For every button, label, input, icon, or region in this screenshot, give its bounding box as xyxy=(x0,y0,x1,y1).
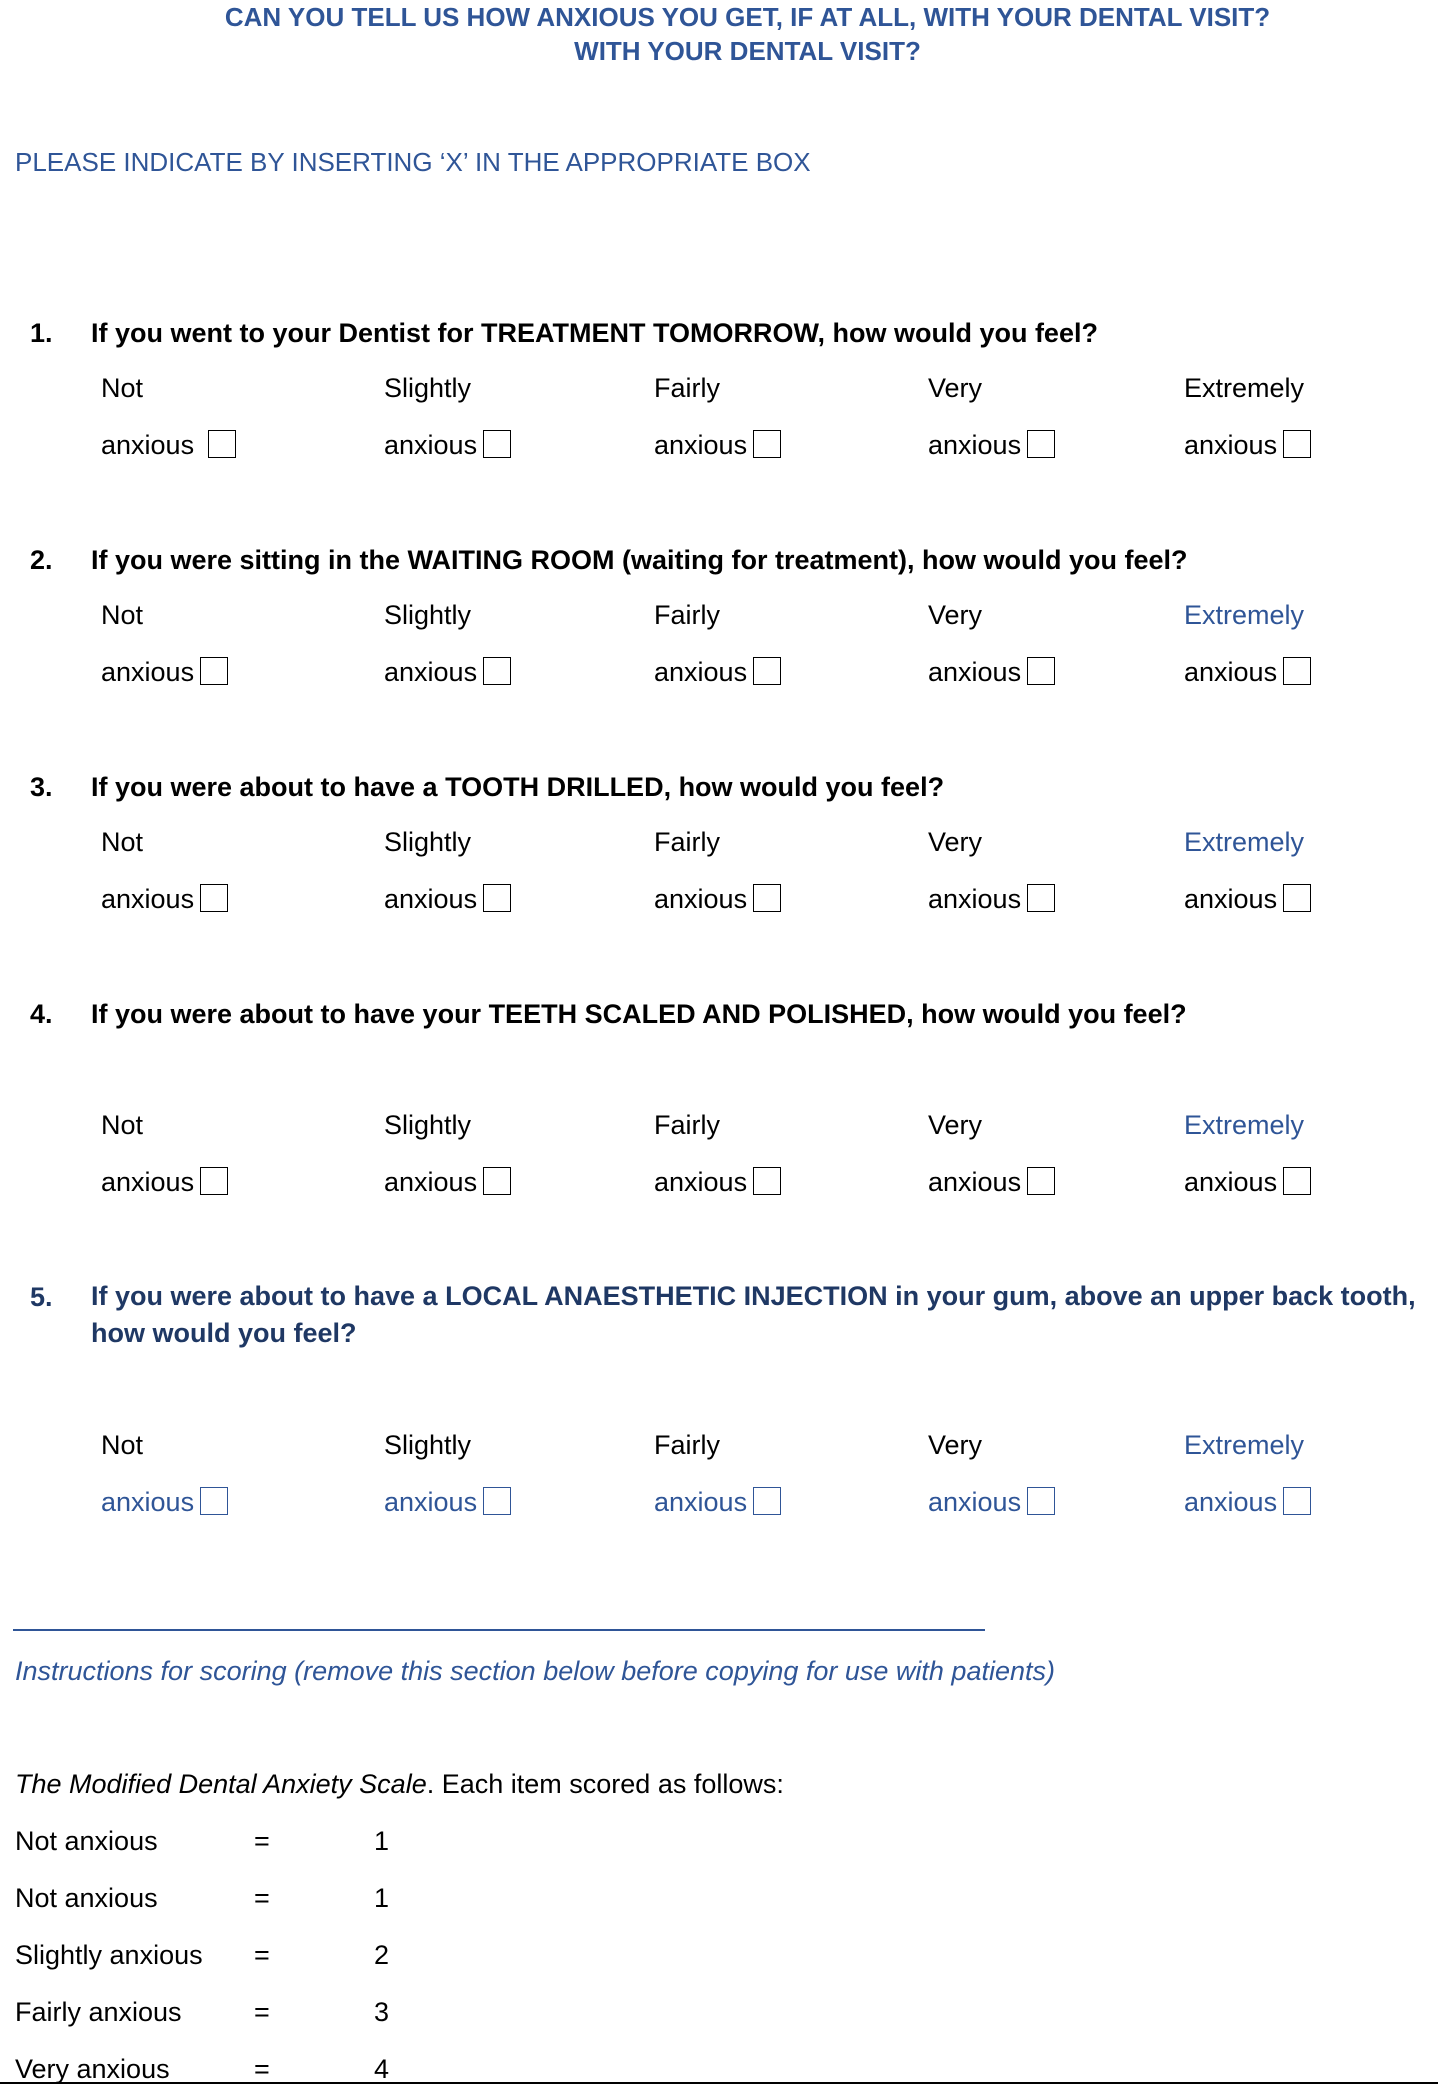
option-label-bottom: anxious xyxy=(384,1487,478,1517)
answer-checkbox[interactable] xyxy=(753,657,781,685)
option-label-bottom: anxious xyxy=(101,884,195,914)
question-text: If you were about to have a TOOTH DRILLED, how would you feel? xyxy=(91,772,945,802)
option-anxious[interactable] xyxy=(1184,657,1311,688)
answer-checkbox[interactable] xyxy=(200,1487,228,1515)
option-label-bottom: anxious xyxy=(1184,1167,1278,1197)
option-anxious[interactable] xyxy=(928,1167,1055,1198)
option-label-bottom: anxious xyxy=(384,430,478,460)
option-label-top: Slightly xyxy=(384,1430,472,1460)
option-label-top: Fairly xyxy=(654,600,720,630)
option-label-bottom: anxious xyxy=(654,1167,748,1197)
option-label-top: Very xyxy=(928,1110,983,1140)
score-label: Not anxious xyxy=(15,1826,158,1856)
answer-checkbox[interactable] xyxy=(753,884,781,912)
scale-description xyxy=(15,1769,784,1800)
option-label-bottom: anxious xyxy=(928,1487,1022,1517)
option-anxious[interactable] xyxy=(101,657,228,688)
score-value: 2 xyxy=(374,1940,390,1970)
option-anxious[interactable] xyxy=(384,1167,511,1198)
option-label-bottom: anxious xyxy=(654,430,748,460)
option-label-top: Extremely xyxy=(1184,373,1305,403)
option-label-top: Fairly xyxy=(654,373,720,403)
option-anxious[interactable] xyxy=(101,430,236,461)
question-text: If you went to your Dentist for TREATMENT TOMORROW, how would you feel? xyxy=(91,318,1098,348)
score-value: 1 xyxy=(374,1826,390,1856)
question-number: 3. xyxy=(30,772,53,802)
option-anxious[interactable] xyxy=(1184,1487,1311,1518)
question-number: 5. xyxy=(30,1282,53,1312)
option-anxious[interactable] xyxy=(1184,1167,1311,1198)
option-anxious[interactable] xyxy=(384,430,511,461)
option-label-top: Not xyxy=(101,1430,144,1460)
option-label-bottom: anxious xyxy=(654,657,748,687)
question-text: If you were about to have a LOCAL ANAESTHETIC INJECTION in your gum, above an upper back tooth, how would you feel? xyxy=(91,1281,1416,1348)
answer-checkbox[interactable] xyxy=(1027,1487,1055,1515)
option-label-bottom: anxious xyxy=(654,1487,748,1517)
option-anxious[interactable] xyxy=(101,1487,228,1518)
score-label: Fairly anxious xyxy=(15,1997,182,2027)
score-label: Not anxious xyxy=(15,1883,158,1913)
option-label-bottom: anxious xyxy=(384,884,478,914)
option-anxious[interactable] xyxy=(928,884,1055,915)
answer-checkbox[interactable] xyxy=(1027,884,1055,912)
answer-checkbox[interactable] xyxy=(753,430,781,458)
option-label-bottom: anxious xyxy=(101,1487,195,1517)
page-title-line2: WITH YOUR DENTAL VISIT? xyxy=(574,36,921,66)
answer-checkbox[interactable] xyxy=(1027,657,1055,685)
option-label-top: Very xyxy=(928,373,983,403)
section-divider xyxy=(13,1629,985,1631)
option-label-bottom: anxious xyxy=(384,1167,478,1197)
option-label-bottom: anxious xyxy=(101,430,195,460)
answer-checkbox[interactable] xyxy=(200,1167,228,1195)
option-label-top: Fairly xyxy=(654,827,720,857)
answer-checkbox[interactable] xyxy=(200,884,228,912)
score-value: 4 xyxy=(374,2054,390,2084)
option-anxious[interactable] xyxy=(928,1487,1055,1518)
scale-name: The Modified Dental Anxiety Scale xyxy=(15,1769,427,1799)
option-label-top: Slightly xyxy=(384,600,472,630)
score-equals: = xyxy=(254,1826,270,1856)
option-anxious[interactable] xyxy=(384,657,511,688)
scoring-heading: Instructions for scoring (remove this section below before copying for use with patients) xyxy=(15,1656,1055,1686)
answer-checkbox[interactable] xyxy=(1283,1167,1311,1195)
option-anxious[interactable] xyxy=(1184,884,1311,915)
option-anxious[interactable] xyxy=(654,1167,781,1198)
question-number: 2. xyxy=(30,545,53,575)
answer-checkbox[interactable] xyxy=(1283,657,1311,685)
option-label-top: Not xyxy=(101,1110,144,1140)
answer-checkbox[interactable] xyxy=(1283,430,1311,458)
answer-checkbox[interactable] xyxy=(483,657,511,685)
option-label-top: Extremely xyxy=(1184,827,1305,857)
option-label-top: Slightly xyxy=(384,373,472,403)
option-label-top: Very xyxy=(928,600,983,630)
option-label-top: Not xyxy=(101,373,144,403)
option-anxious[interactable] xyxy=(1184,430,1311,461)
option-anxious[interactable] xyxy=(928,430,1055,461)
answer-checkbox[interactable] xyxy=(200,657,228,685)
question-number: 4. xyxy=(30,999,53,1029)
option-label-bottom: anxious xyxy=(928,1167,1022,1197)
score-label: Slightly anxious xyxy=(15,1940,203,1970)
score-value: 3 xyxy=(374,1997,390,2027)
answer-checkbox[interactable] xyxy=(1027,430,1055,458)
option-anxious[interactable] xyxy=(928,657,1055,688)
answer-checkbox[interactable] xyxy=(483,1167,511,1195)
answer-checkbox[interactable] xyxy=(753,1167,781,1195)
answer-checkbox[interactable] xyxy=(483,1487,511,1515)
option-label-bottom: anxious xyxy=(1184,884,1278,914)
option-label-bottom: anxious xyxy=(384,657,478,687)
option-label-top: Not xyxy=(101,600,144,630)
option-label-top: Fairly xyxy=(654,1110,720,1140)
option-label-bottom: anxious xyxy=(101,1167,195,1197)
score-value: 1 xyxy=(374,1883,390,1913)
answer-checkbox[interactable] xyxy=(1283,1487,1311,1515)
option-anxious[interactable] xyxy=(101,884,228,915)
option-anxious[interactable] xyxy=(654,657,781,688)
option-label-top: Extremely xyxy=(1184,600,1305,630)
scale-suffix: . Each item scored as follows: xyxy=(426,1769,784,1799)
option-label-bottom: anxious xyxy=(928,657,1022,687)
score-equals: = xyxy=(254,1997,270,2027)
page-bottom-border xyxy=(0,2082,1438,2084)
question-text: If you were sitting in the WAITING ROOM (waiting for treatment), how would you feel? xyxy=(91,545,1188,575)
score-label: Very anxious xyxy=(15,2054,170,2084)
option-label-bottom: anxious xyxy=(928,884,1022,914)
answer-checkbox[interactable] xyxy=(208,430,236,458)
score-equals: = xyxy=(254,2054,270,2084)
option-label-bottom: anxious xyxy=(1184,657,1278,687)
option-label-top: Very xyxy=(928,1430,983,1460)
score-equals: = xyxy=(254,1940,270,1970)
option-anxious[interactable] xyxy=(384,884,511,915)
option-anxious[interactable] xyxy=(384,1487,511,1518)
answer-checkbox[interactable] xyxy=(1283,884,1311,912)
option-label-top: Fairly xyxy=(654,1430,720,1460)
option-label-bottom: anxious xyxy=(1184,430,1278,460)
page-title: CAN YOU TELL US HOW ANXIOUS YOU GET, IF AT ALL, WITH YOUR DENTAL VISIT? xyxy=(224,2,1271,32)
answer-checkbox[interactable] xyxy=(1027,1167,1055,1195)
answer-checkbox[interactable] xyxy=(753,1487,781,1515)
option-label-bottom: anxious xyxy=(1184,1487,1278,1517)
instruction-text: PLEASE INDICATE BY INSERTING ‘X’ IN THE APPROPRIATE BOX xyxy=(15,147,811,177)
answer-checkbox[interactable] xyxy=(483,430,511,458)
score-equals: = xyxy=(254,1883,270,1913)
option-label-top: Slightly xyxy=(384,1110,472,1140)
question-number: 1. xyxy=(30,318,53,348)
option-label-top: Extremely xyxy=(1184,1110,1305,1140)
option-label-top: Extremely xyxy=(1184,1430,1305,1460)
question-text: If you were about to have your TEETH SCALED AND POLISHED, how would you feel? xyxy=(91,999,1187,1029)
option-anxious[interactable] xyxy=(654,884,781,915)
option-label-top: Slightly xyxy=(384,827,472,857)
option-label-top: Not xyxy=(101,827,144,857)
option-label-top: Very xyxy=(928,827,983,857)
option-anxious[interactable] xyxy=(101,1167,228,1198)
option-label-bottom: anxious xyxy=(101,657,195,687)
option-anxious[interactable] xyxy=(654,1487,781,1518)
option-label-bottom: anxious xyxy=(654,884,748,914)
option-label-bottom: anxious xyxy=(928,430,1022,460)
option-anxious[interactable] xyxy=(654,430,781,461)
answer-checkbox[interactable] xyxy=(483,884,511,912)
